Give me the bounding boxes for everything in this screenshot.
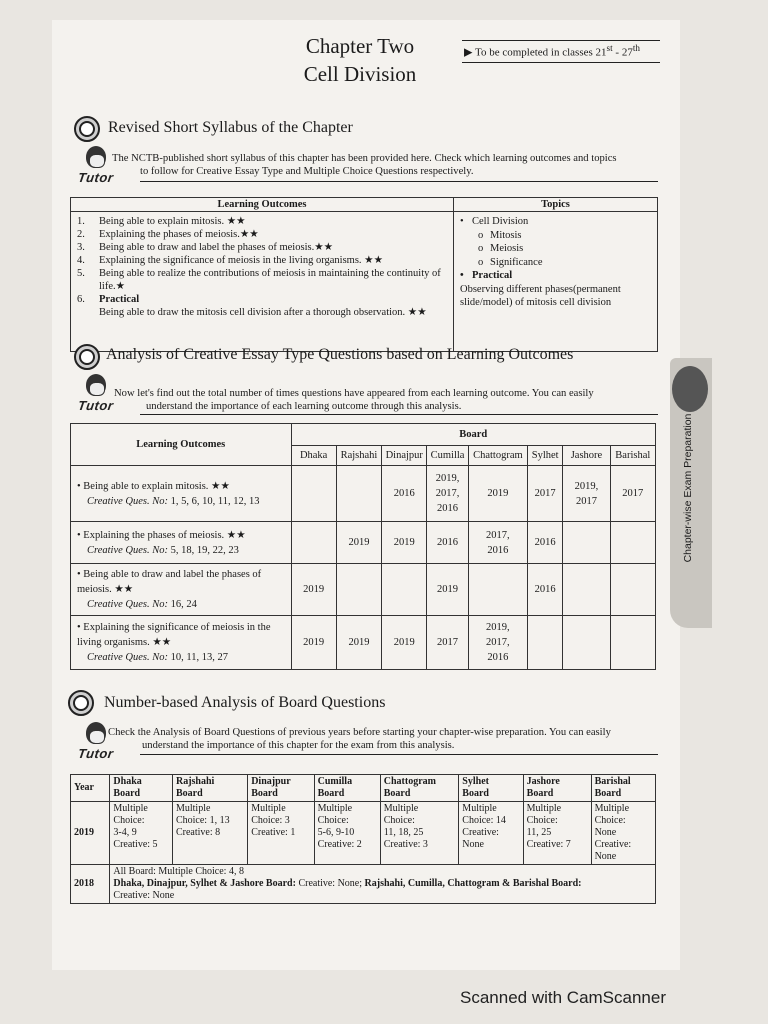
chapter-number: Chapter Two [305,34,415,58]
learning-outcome-cell: • Being able to draw and label the phases of meiosis. ★★ Creative Ques. No: 16, 24 [71,564,292,616]
year-cell: 2019 [468,466,527,522]
year-cell: 2019 [427,564,468,616]
column-header: Cumilla Board [314,775,380,802]
year-cell: 2017 [528,466,563,522]
board-cell: Multiple Choice: None Creative: None [591,802,655,865]
board-cell: Multiple Choice: 3-4, 9 Creative: 5 [110,802,173,865]
col-topics: Topics [454,198,658,212]
list-item: • Cell Division [460,216,529,227]
lo-header: Learning Outcomes [71,424,292,466]
year-cell [610,564,655,616]
section-icon [74,344,100,370]
year-cell [336,466,381,522]
camscanner-watermark: Scanned with CamScanner [460,988,667,1007]
play-arrow-icon: ▶ [464,46,473,59]
table-row [71,466,656,522]
board-dhaka: Dhaka [291,446,336,466]
board-jashore: Jashore [563,446,610,466]
tutor-icon: Tutor [74,722,136,764]
table-row [71,616,656,670]
section-icon [68,690,94,716]
board-rajshahi: Rajshahi [336,446,381,466]
year-cell [291,466,336,522]
list-item: • Practical [460,270,513,281]
year-cell: 2018 [71,865,110,904]
board-header: Board [291,424,656,446]
syllabus-table [70,197,658,352]
tutor-icon: Tutor [74,374,136,416]
year-cell: 2016 [528,564,563,616]
outcome-analysis-table [70,423,656,670]
section3-intro: Check the Analysis of Board Questions of previous years before starting your chapter-wise preparation. You can easily understand the importance of this chapter for the exam from this analysis. [108,727,611,751]
board-cumilla: Cumilla [427,446,468,466]
board-chattogram: Chattogram [468,446,527,466]
divider [140,754,658,755]
class-schedule: ▶ To be completed in classes 21st - 27th [462,40,660,63]
topics-list [454,212,658,352]
column-header: Sylhet Board [459,775,523,802]
list-item: 5. Being able to realize the contributions of meiosis in maintaining the continuity of life.★ [77,268,441,292]
list-item: 6. Practical [77,294,140,305]
outcomes-list [71,212,454,352]
chapter-title: Cell Division [303,62,417,86]
section1-intro: The NCTB-published short syllabus of this chapter has been provided here. Check which learning outcomes and topics to follow for Creative Essay Type and Multiple Choice Questions respectively. [112,153,617,177]
year-cell: 2017, 2016 [468,522,527,564]
year-cell: 2019 [382,616,427,670]
column-header: Year [71,775,110,802]
year-cell: 2019 [71,802,110,865]
list-item: o Meiosis [478,243,524,254]
year-cell: 2019 [336,616,381,670]
year-cell [528,616,563,670]
year-cell: 2019 [336,522,381,564]
board-dinajpur: Dinajpur [382,446,427,466]
list-item: 1. Being able to explain mitosis. ★★ [77,216,246,227]
board-cell: Multiple Choice: 5-6, 9-10 Creative: 2 [314,802,380,865]
board-barishal: Barishal [610,446,655,466]
column-header: Jashore Board [523,775,591,802]
year-cell [382,564,427,616]
list-item: Being able to draw the mitosis cell division after a thorough observation. ★★ [99,307,427,318]
board-cell: Multiple Choice: 14 Creative: None [459,802,523,865]
table-row [71,522,656,564]
year-cell [610,522,655,564]
year-cell: 2019 [382,522,427,564]
year-cell [468,564,527,616]
year-cell: 2017 [610,466,655,522]
board-analysis-table [70,774,656,904]
year-cell: 2019, 2017, 2016 [427,466,468,522]
year-cell: 2016 [427,522,468,564]
list-item: o Mitosis [478,229,522,241]
divider [140,414,658,415]
year-cell: 2016 [382,466,427,522]
column-header: Barishal Board [591,775,655,802]
year-cell: 2019 [291,616,336,670]
divider [140,181,658,182]
year-cell [291,522,336,564]
column-header: Dinajpur Board [248,775,314,802]
list-item: 4. Explaining the significance of meiosis in the living organisms. ★★ [77,255,384,266]
section1-title: Revised Short Syllabus of the Chapter [108,119,353,136]
year-cell: 2019 [291,564,336,616]
section3-title: Number-based Analysis of Board Questions [104,694,386,711]
col-learning-outcomes: Learning Outcomes [71,198,454,212]
year-cell [563,616,610,670]
section2-title: Analysis of Creative Essay Type Questions based on Learning Outcomes [106,346,574,363]
practical-text: Observing different phases(permanent slide/model) of mitosis cell division [460,283,621,308]
year-cell: 2019, 2017 [563,466,610,522]
year-cell: 2017 [427,616,468,670]
table-header-row [71,775,656,802]
section2-intro: Now let's find out the total number of times questions have appeared from each learning outcome. You can easily understand the importance of each learning outcome through this analysis. [114,388,594,412]
side-tab-label: Chapter-wise Exam Preparation [682,413,694,563]
list-item: o Significance [478,256,543,268]
learning-outcome-cell: • Explaining the phases of meiosis. ★★ Creative Ques. No: 5, 18, 19, 22, 23 [71,522,292,564]
list-item: 3. Being able to draw and label the phases of meiosis.★★ [77,242,334,253]
board-cell: Multiple Choice: 3 Creative: 1 [248,802,314,865]
list-item: 2. Explaining the phases of meiosis.★★ [77,229,259,240]
year-cell [563,522,610,564]
table-row [71,564,656,616]
section-icon [74,116,100,142]
column-header: Rajshahi Board [172,775,247,802]
year-cell [610,616,655,670]
book-icon [672,366,708,412]
learning-outcome-cell: • Explaining the significance of meiosis in the living organisms. ★★ Creative Ques. No: 10, 11, 13, 27 [71,616,292,670]
board-cell: Multiple Choice: 1, 13 Creative: 8 [172,802,247,865]
table-row [71,865,656,904]
year-cell [336,564,381,616]
table-row [71,802,656,865]
tutor-icon: Tutor [74,146,136,188]
chapter-heading [250,32,473,88]
column-header: Dhaka Board [110,775,173,802]
year-cell [563,564,610,616]
board-cell: Multiple Choice: 11, 18, 25 Creative: 3 [380,802,459,865]
board-cell-2018: All Board: Multiple Choice: 4, 8 Dhaka, Dinajpur, Sylhet & Jashore Board: Creative: None; Rajshahi, Cumilla, Chattogram & Barishal Board: Creative: None [110,865,656,904]
column-header: Chattogram Board [380,775,459,802]
year-cell: 2019, 2017, 2016 [468,616,527,670]
year-cell: 2016 [528,522,563,564]
learning-outcome-cell: • Being able to explain mitosis. ★★ Creative Ques. No: 1, 5, 6, 10, 11, 12, 13 [71,466,292,522]
board-cell: Multiple Choice: 11, 25 Creative: 7 [523,802,591,865]
board-sylhet: Sylhet [528,446,563,466]
